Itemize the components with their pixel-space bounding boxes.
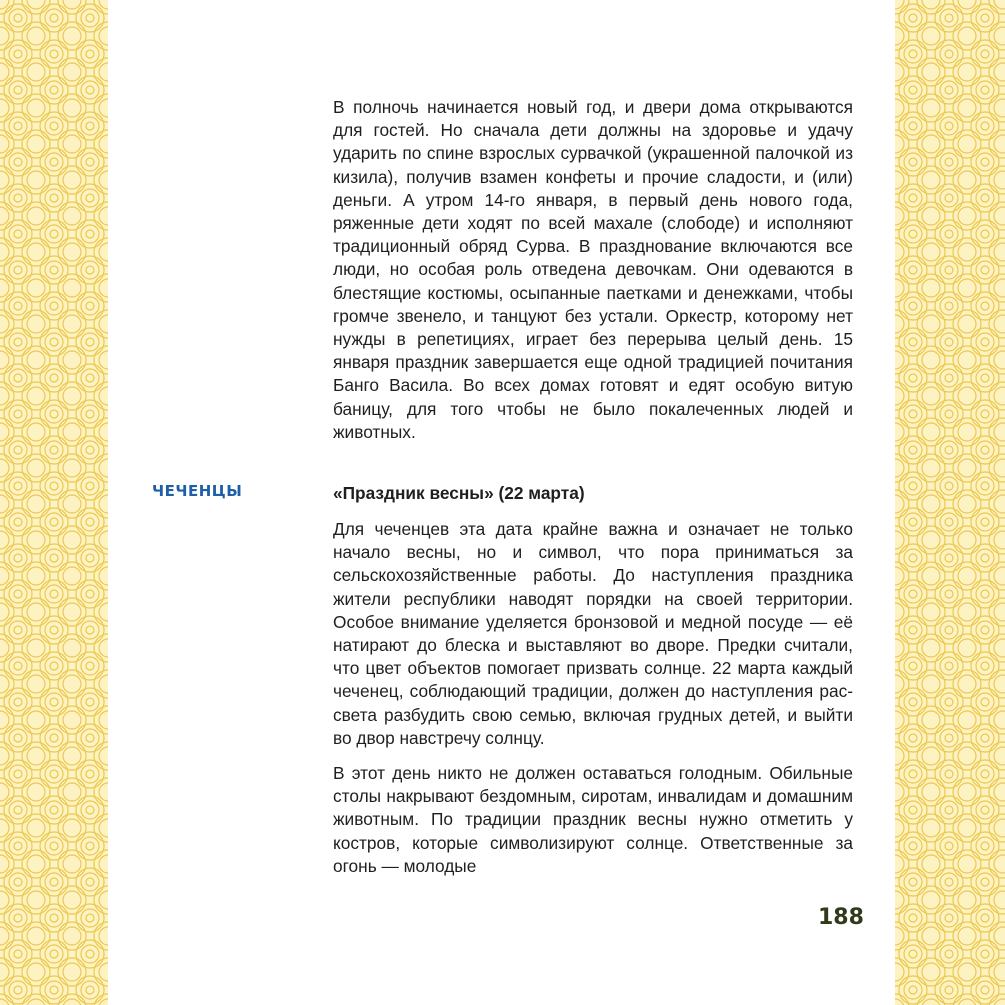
decorative-border-left (0, 0, 108, 1005)
body-text (333, 96, 853, 444)
decorative-border-right (895, 0, 1005, 1005)
ornament-pattern-left (0, 0, 108, 1005)
holiday-heading: «Праздник весны» (22 марта) (333, 483, 585, 503)
paragraph-top: В полночь начинается новый год, и двери дома открываются для гостей. Но сначала дети должны на здоровье и удачу ударить по спине взрослых сурвачкой (украшенной палочкой из кизила), получив взамен конфеты и прочие сладости, и (или) деньги. А утром 14-го января, в первый день нового года, ряженные дети ходят по всей махале (слободе) и исполняют традиционный обряд Сурва. В празднование включаются все люди, но особая роль отведена девочкам. Они одеваются в блестящие костюмы, осыпанные паетками и денежками, чтобы громче звенело, и танцуют без устали. Оркестр, которому нет нужды в репетициях, играет без перерыва целый день. 15 января праздник завершается еще одной традицией почитания Банго Васила. Во всех домах готовят и едят особую витую баницу, для того чтобы не было покалеченных людей и животных. (333, 97, 853, 442)
paragraph-spring-1: Для чеченцев эта дата крайне важна и означает не только начало весны, но и символ, что пора приниматься за сельскохозяйственные работы. До наступления праздника жители республики наводят порядки на своей территории. Особое внимание уделяется бронзовой и медной посуде — её натирают до блеска и выставляют во дворе. Предки считали, что цвет объектов помогает призвать солнце. 22 марта каждый чеченец, соблюдающий традиции, должен до наступления рассвета разбудить свою семью, включая грудных детей, и выйти во двор навстречу солнцу. (333, 519, 853, 748)
ornament-pattern-right (895, 0, 1005, 1005)
body-text-lower (333, 518, 853, 878)
paragraph-spring-2: В этот день никто не должен оставаться голодным. Обильные столы накрывают бездомным, сиротам, инвалидам и домашним животным. По традиции праздник весны нужно отметить у костров, которые символизируют солнце. Ответственные за огонь — молодые (333, 763, 853, 876)
section-label: ЧЕЧЕНЦЫ (152, 482, 243, 500)
page-number: 188 (818, 905, 864, 930)
